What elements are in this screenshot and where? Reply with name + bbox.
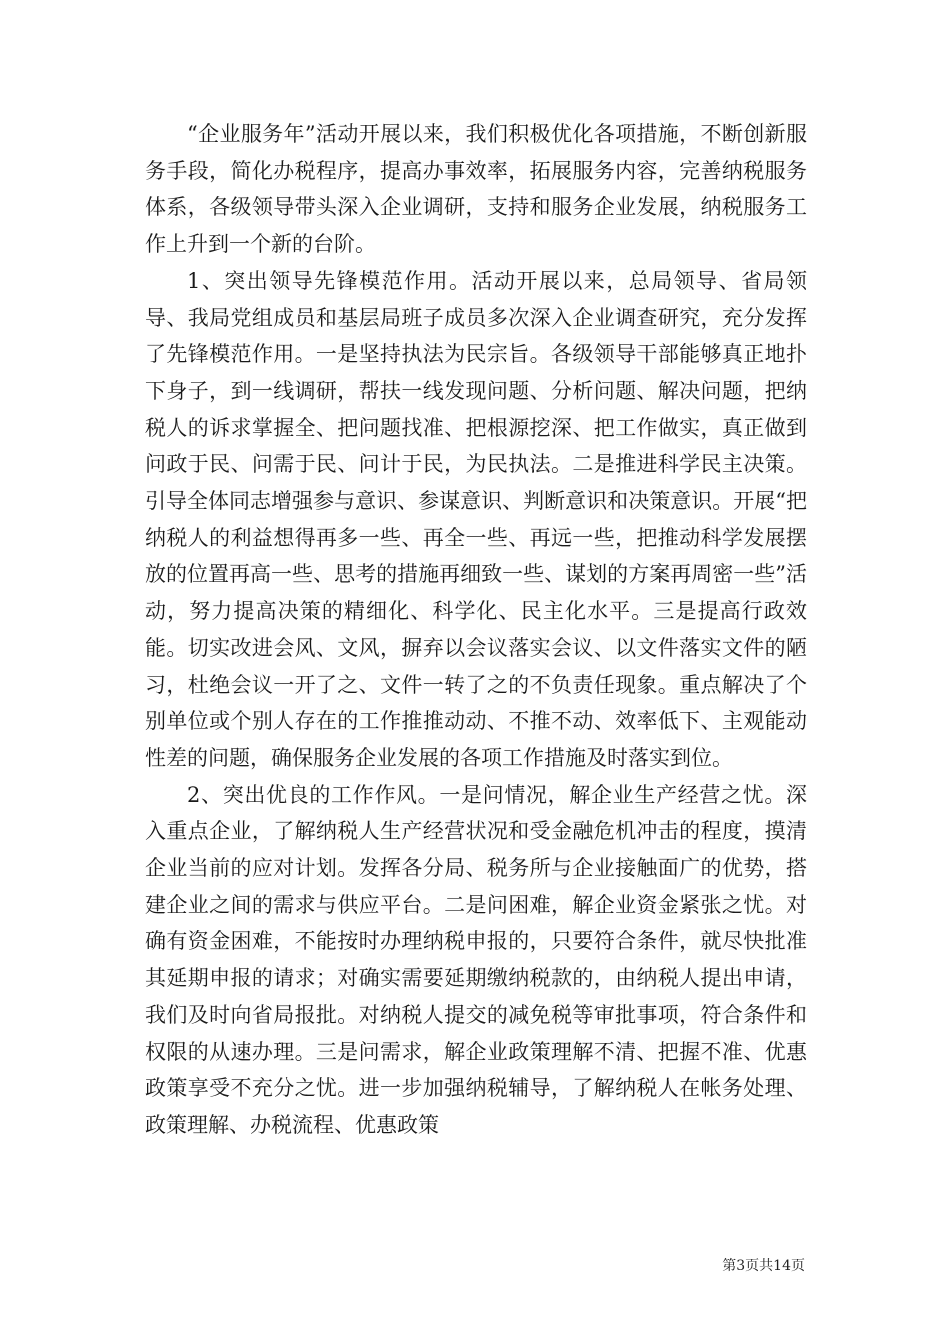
document-body (145, 116, 807, 1144)
paragraph-intro: “企业服务年”活动开展以来，我们积极优化各项措施，不断创新服务手段，简化办税程序，提高办事效率，拓展服务内容，完善纳税服务体系，各级领导带头深入企业调研，支持和服务企业发展，纳税服务工作上升到一个新的台阶。 (145, 122, 807, 257)
paragraph-leadership: 1、突出领导先锋模范作用。活动开展以来，总局领导、省局领导、我局党组成员和基层局班子成员多次深入企业调查研究，充分发挥了先锋模范作用。一是坚持执法为民宗旨。各级领导干部能够真正地扑下身子，到一线调研，帮扶一线发现问题、分析问题、解决问题，把纳税人的诉求掌握全、把问题找准、把根源挖深、把工作做实，真正做到问政于民、问需于民、问计于民，为民执法。二是推进科学民主决策。引导全体同志增强参与意识、参谋意识、判断意识和决策意识。开展“把纳税人的利益想得再多一些、再全一些、再远一些，把推动科学发展摆放的位置再高一些、思考的措施再细致一些、谋划的方案再周密一些”活动，努力提高决策的精细化、科学化、民主化水平。三是提高行政效能。切实改进会风、文风，摒弃以会议落实会议、以文件落实文件的陋习，杜绝会议一开了之、文件一转了之的不负责任现象。重点解决了个别单位或个别人存在的工作推推动动、不推不动、效率低下、主观能动性差的问题，确保服务企业发展的各项工作措施及时落实到位。 (145, 268, 807, 770)
paragraph-work-style: 2、突出优良的工作作风。一是问情况，解企业生产经营之忧。深入重点企业，了解纳税人生产经营状况和受金融危机冲击的程度，摸清企业当前的应对计划。发挥各分局、税务所与企业接触面广的优势，搭建企业之间的需求与供应平台。二是问困难，解企业资金紧张之忧。对确有资金困难，不能按时办理纳税申报的，只要符合条件，就尽快批准其延期申报的请求；对确实需要延期缴纳税款的，由纳税人提出申请，我们及时向省局报批。对纳税人提交的减免税等审批事项，符合条件和权限的从速办理。三是问需求，解企业政策理解不清、把握不准、优惠政策享受不充分之忧。进一步加强纳税辅导，了解纳税人在帐务处理、政策理解、办税流程、优惠政策 (145, 782, 807, 1137)
page-number-footer: 第3页共14页 (722, 1258, 805, 1274)
